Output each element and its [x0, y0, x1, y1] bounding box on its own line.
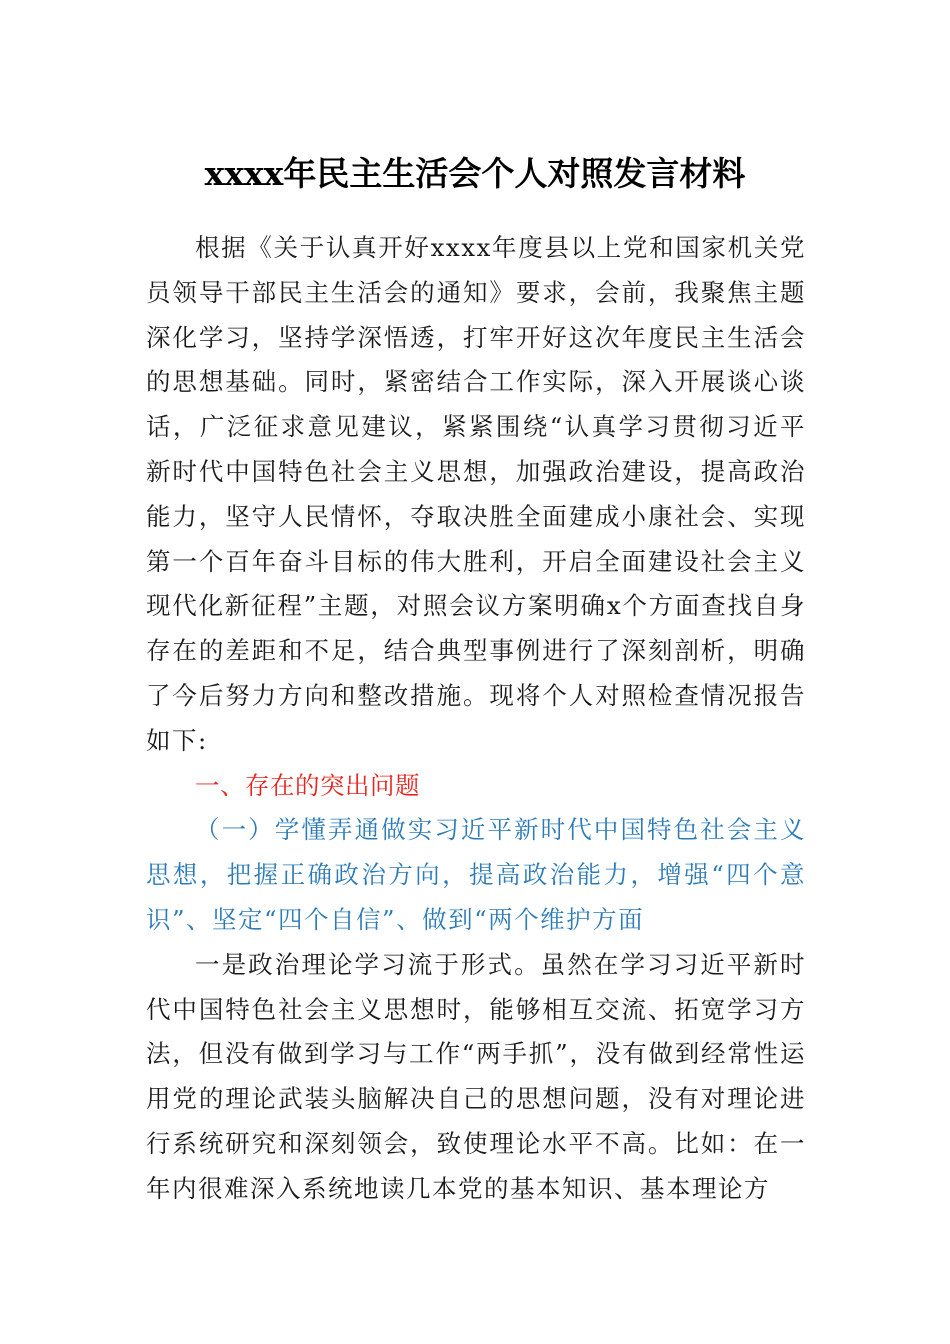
document-body — [146, 226, 806, 1212]
section-heading: 一、存在的突出问题 — [195, 770, 420, 800]
body-paragraph: 一是政治理论学习流于形式。虽然在学习习近平新时代中国特色社会主义思想时，能够相互交流、拓宽学习方法，但没有做到学习与工作“两手抓”，没有做到经常性运用党的理论武装头脑解决自己的思想问题，没有对理论进行系统研究和深刻领会，致使理论水平不高。比如：在一年内很难深入系统地读几本党的基本知识、基本理论方 — [146, 949, 806, 1203]
subsection-heading: （一）学懂弄通做实习近平新时代中国特色社会主义思想，把握正确政治方向，提高政治能力，增强“四个意识”、坚定“四个自信”、做到“两个维护方面 — [146, 815, 806, 934]
intro-paragraph: 根据《关于认真开好xxxx年度县以上党和国家机关党员领导干部民主生活会的通知》要求，会前，我聚焦主题深化学习，坚持学深悟透，打牢开好这次年度民主生活会的思想基础。同时，紧密结合工作实际，深入开展谈心谈话，广泛征求意见建议，紧紧围绕“认真学习贯彻习近平新时代中国特色社会主义思想，加强政治建设，提高政治能力，坚守人民情怀，夺取决胜全面建成小康社会、实现第一个百年奋斗目标的伟大胜利，开启全面建设社会主义现代化新征程”主题，对照会议方案明确x个方面查找自身存在的差距和不足，结合典型事例进行了深刻剖析，明确了今后努力方向和整改措施。现将个人对照检查情况报告如下: — [146, 233, 806, 755]
document-title: xxxx年民主生活会个人对照发言材料 — [204, 154, 746, 193]
